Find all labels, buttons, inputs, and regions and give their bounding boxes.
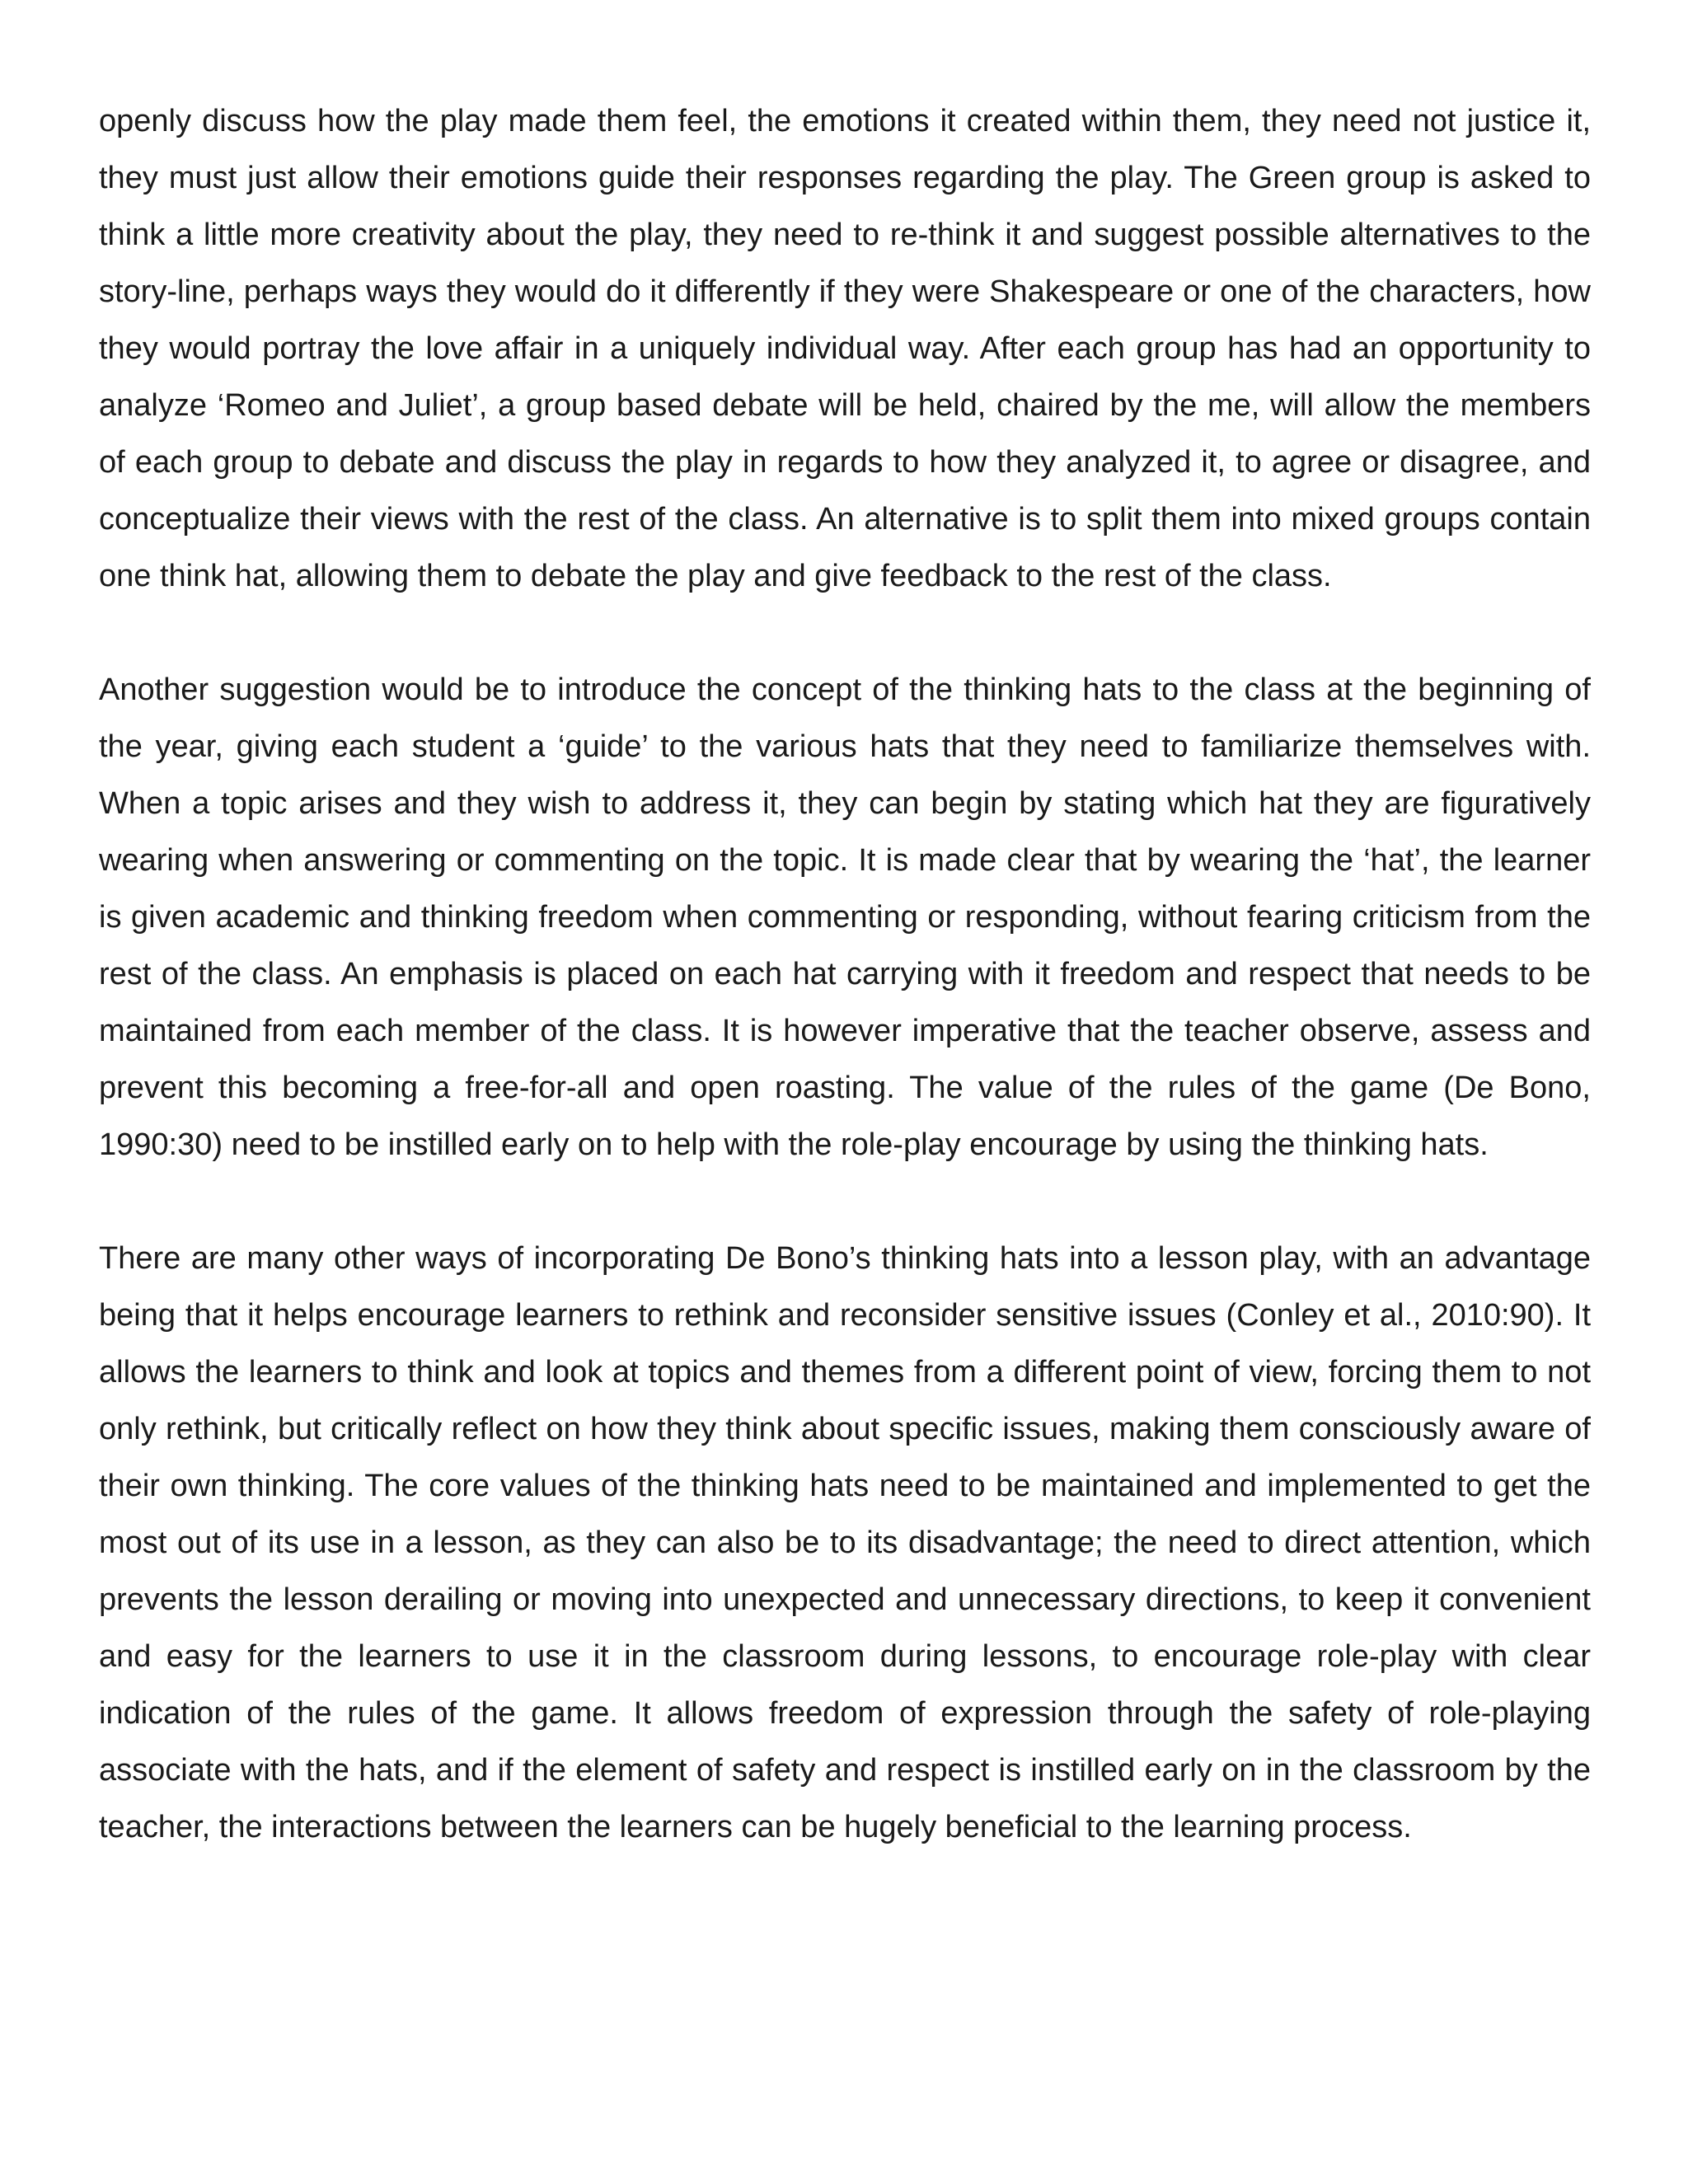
paragraph-2: Another suggestion would be to introduce the concept of the thinking hats to the class at the beginning of the year, giving each student a ‘guide’ to the various hats that they need to familiarize themselves with. When a topic arises and they wish to address it, they can begin by stating which hat they are figuratively wearing when answering or commenting on the topic. It is made clear that by wearing the ‘hat’, the learner is given academic and thinking freedom when commenting or responding, without fearing criticism from the rest of the class. An emphasis is placed on each hat carrying with it freedom and respect that needs to be maintained from each member of the class. It is however imperative that the teacher observe, assess and prevent this becoming a free-for-all and open roasting. The value of the rules of the game (De Bono, 1990:30) need to be instilled early on to help with the role-play encourage by using the thinking hats. bbox=[99, 673, 1591, 1162]
paragraph-1: openly discuss how the play made them feel, the emotions it created within them, they need not justice it, they must just allow their emotions guide their responses regarding the play. The Green group is asked to think a little more creativity about the play, they need to re-think it and suggest possible alternatives to the story-line, perhaps ways they would do it differently if they were Shakespeare or one of the characters, how they would portray the love affair in a uniquely individual way. After each group has had an opportunity to analyze ‘Romeo and Juliet’, a group based debate will be held, chaired by the me, will allow the members of each group to debate and discuss the play in regards to how they analyzed it, to agree or disagree, and conceptualize their views with the rest of the class. An alternative is to split them into mixed groups contain one think hat, allowing them to debate the play and give feedback to the rest of the class. bbox=[99, 104, 1591, 593]
paragraph-3: There are many other ways of incorporating De Bono’s thinking hats into a lesson play, with an advantage being that it helps encourage learners to rethink and reconsider sensitive issues (Conley et al., 2010:90). It allows the learners to think and look at topics and themes from a different point of view, forcing them to not only rethink, but critically reflect on how they think about specific issues, making them consciously aware of their own thinking. The core values of the thinking hats need to be maintained and implemented to get the most out of its use in a lesson, as they can also be to its disadvantage; the need to direct attention, which prevents the lesson derailing or moving into unexpected and unnecessary directions, to keep it convenient and easy for the learners to use it in the classroom during lessons, to encourage role-play with clear indication of the rules of the game. It allows freedom of expression through the safety of role-playing associate with the hats, and if the element of safety and respect is instilled early on in the classroom by the teacher, the interactions between the learners can be hugely beneficial to the learning process. bbox=[99, 1241, 1591, 1844]
document-body bbox=[99, 93, 1591, 1856]
